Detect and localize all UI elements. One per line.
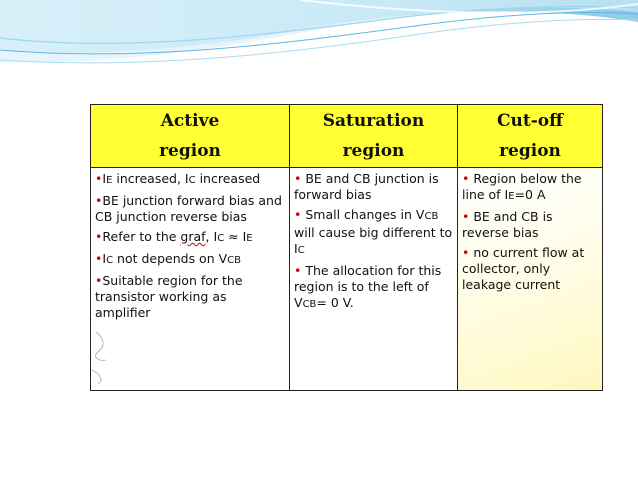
- list-item: • no current flow at collector, only leakage current: [462, 245, 585, 292]
- bullet-icon: •: [294, 263, 302, 278]
- bullet-icon: •: [95, 273, 103, 288]
- saturation-cell: [290, 168, 458, 391]
- bullet-icon: •: [95, 251, 103, 266]
- list-item: • The allocation for this region is to the left of VCB= 0 V.: [294, 263, 442, 310]
- cutoff-cell: [458, 168, 603, 391]
- header-active: Active region: [91, 105, 290, 168]
- bullet-icon: •: [462, 245, 470, 260]
- list-item: • Region below the line of IE=0 A: [462, 171, 582, 202]
- bullet-icon: •: [294, 171, 302, 186]
- bullet-icon: •: [95, 193, 103, 208]
- bullet-icon: •: [462, 171, 470, 186]
- active-cell: [91, 168, 290, 391]
- list-item: •BE junction forward bias and CB junction reverse bias: [95, 193, 282, 224]
- header-cutoff: Cut-off region: [458, 105, 603, 168]
- list-item: • BE and CB is reverse bias: [462, 209, 553, 240]
- list-item: • BE and CB junction is forward bias: [294, 171, 439, 202]
- header-row: [91, 105, 603, 168]
- list-item: • Small changes in VCB will cause big different to IC: [294, 207, 453, 256]
- bullet-icon: •: [95, 171, 103, 186]
- header-saturation: Saturation region: [290, 105, 458, 168]
- bullet-icon: •: [95, 229, 103, 244]
- decorative-swoosh: [0, 0, 638, 80]
- bullet-icon: •: [294, 207, 302, 222]
- list-item: •IE increased, IC increased: [95, 171, 261, 186]
- transistor-regions-table: [90, 104, 603, 391]
- bullet-icon: •: [462, 209, 470, 224]
- list-item: •IC not depends on VCB: [95, 251, 241, 266]
- list-item: •Refer to the graf, IC ≈ IE: [95, 229, 253, 244]
- content-row: [91, 168, 603, 391]
- list-item: •Suitable region for the transistor working as amplifier: [95, 273, 243, 320]
